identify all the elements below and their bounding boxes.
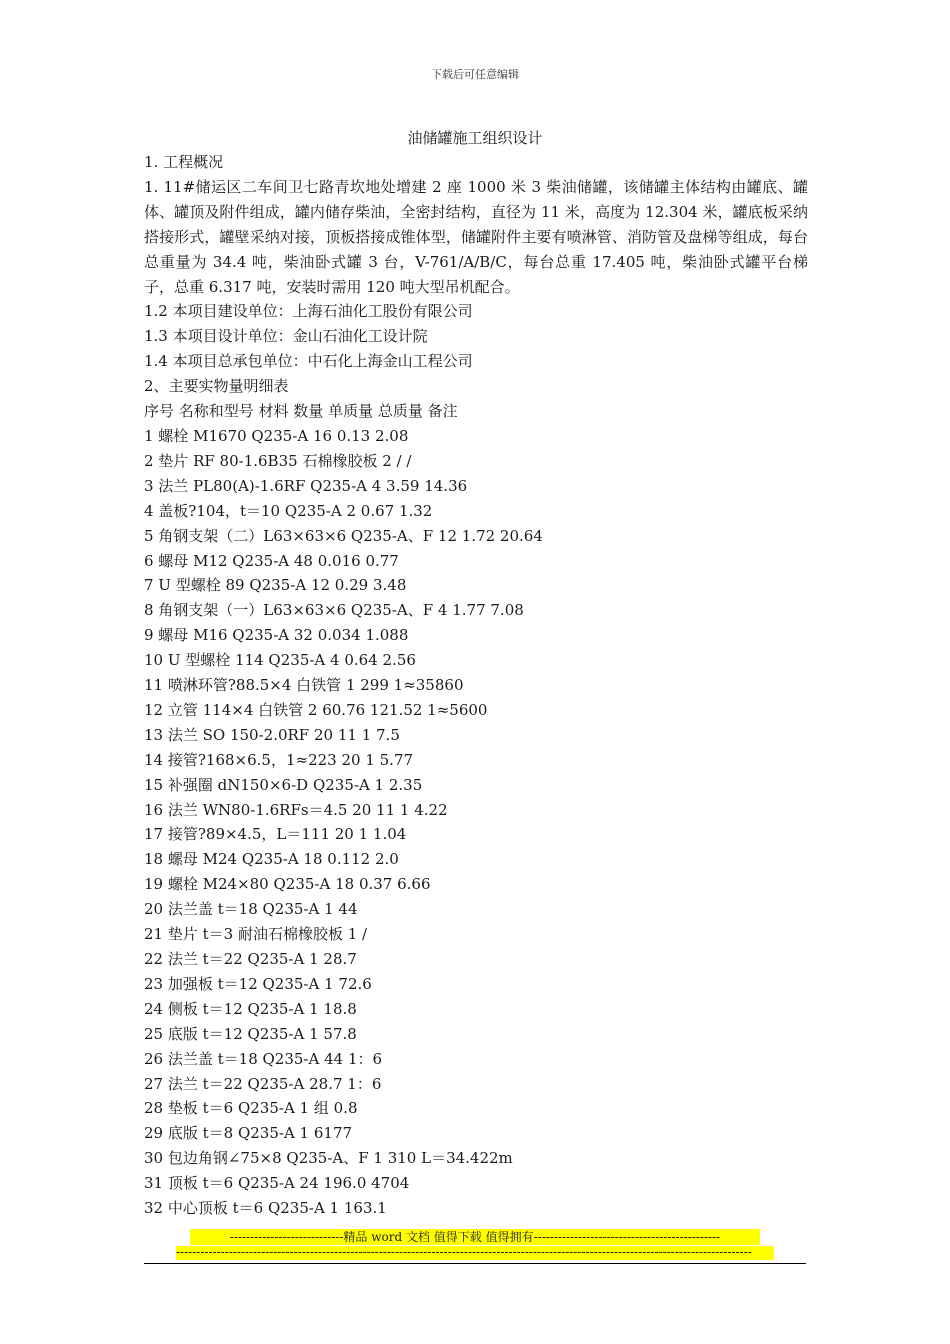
table-row: 32 中心顶板 t＝6 Q235-A 1 163.1 — [144, 1199, 387, 1218]
document-body — [144, 150, 808, 1221]
footer-dash-line: ---------------------------------------------------------------------------------------------------------------------------------------------- — [176, 1246, 774, 1260]
table-row: 7 U 型螺栓 89 Q235-A 12 0.29 3.48 — [144, 576, 407, 595]
table-row: 20 法兰盖 t＝18 Q235-A 1 44 — [144, 900, 358, 919]
table-row: 9 螺母 M16 Q235-A 32 0.034 1.088 — [144, 626, 409, 645]
table-row: 13 法兰 SO 150-2.0RF 20 11 1 7.5 — [144, 725, 400, 744]
section-heading-quantities: 2、主要实物量明细表 — [144, 377, 289, 396]
table-row: 22 法兰 t＝22 Q235-A 1 28.7 — [144, 950, 357, 968]
table-row: 27 法兰 t＝22 Q235-A 28.7 1：6 — [144, 1074, 382, 1093]
document-title: 油储罐施工组织设计 — [407, 129, 543, 147]
table-row: 29 底版 t＝8 Q235-A 1 6177 — [144, 1124, 353, 1143]
table-row: 19 螺栓 M24×80 Q235-A 18 0.37 6.66 — [144, 875, 431, 894]
table-row: 26 法兰盖 t＝18 Q235-A 44 1：6 — [144, 1049, 383, 1068]
table-row: 25 底版 t＝12 Q235-A 1 57.8 — [144, 1024, 357, 1043]
contractor-line: 1.4 本项目总承包单位：中石化上海金山工程公司 — [144, 352, 473, 371]
design-unit-line: 1.3 本项目设计单位：金山石油化工设计院 — [144, 327, 428, 346]
table-row: 14 接管?168×6.5，1≈223 20 1 5.77 — [144, 750, 414, 769]
table-row: 8 角钢支架（一）L63×63×6 Q235-A、F 4 1.77 7.08 — [144, 601, 524, 620]
table-row: 11 喷淋环管?88.5×4 白铁管 1 299 1≈35860 — [144, 676, 464, 695]
table-row: 6 螺母 M12 Q235-A 48 0.016 0.77 — [144, 551, 399, 570]
table-header-row: 序号 名称和型号 材料 数量 单质量 总质量 备注 — [144, 402, 458, 421]
table-row: 10 U 型螺栓 114 Q235-A 4 0.64 2.56 — [144, 651, 416, 670]
table-row: 4 盖板?104，t＝10 Q235-A 2 0.67 1.32 — [144, 501, 433, 520]
table-row: 23 加强板 t＝12 Q235-A 1 72.6 — [144, 974, 372, 993]
table-row: 18 螺母 M24 Q235-A 18 0.112 2.0 — [144, 850, 399, 869]
table-row: 2 垫片 RF 80-1.6B35 石棉橡胶板 2 / / — [144, 451, 412, 470]
project-description-paragraph: 1. 11#储运区二车间卫七路青坎地处增建 2 座 1000 米 3 柴油储罐，该储罐主体结构由罐底、罐体、罐顶及附件组成，罐内储存柴油，全密封结构，直径为 11 米，高度为 12.304 米，罐底板采纳搭接形式，罐壁采纳对接，顶板搭接成锥体型，储罐附件主要有喷淋管、消防管及盘梯等组成，每台总重量为 34.4 吨，柴油卧式罐 3 台，V-761/A/B/C，每台总重 17.405 吨，柴油卧式罐平台梯子，总重 6.317 吨，安装时需用 120 吨大型吊机配合。 — [144, 177, 808, 296]
table-row: 3 法兰 PL80(A)-1.6RF Q235-A 4 3.59 14.36 — [144, 476, 468, 495]
table-row: 17 接管?89×4.5，L＝111 20 1 1.04 — [144, 825, 407, 844]
table-row: 28 垫板 t＝6 Q235-A 1 组 0.8 — [144, 1099, 358, 1118]
header-note: 下载后可任意编辑 — [431, 68, 519, 81]
table-row: 16 法兰 WN80-1.6RFs＝4.5 20 11 1 4.22 — [144, 800, 448, 819]
table-row: 15 补强圈 dN150×6-D Q235-A 1 2.35 — [144, 775, 423, 794]
footer-banner: ----------------------------精品 word 文档 值得下载 值得拥有---------------------------------------------- — [190, 1229, 760, 1245]
table-row: 1 螺栓 M1670 Q235-A 16 0.13 2.08 — [144, 426, 409, 445]
section-heading-overview: 1. 工程概况 — [144, 153, 224, 171]
table-row: 21 垫片 t＝3 耐油石棉橡胶板 1 / — [144, 925, 368, 944]
construction-unit-line: 1.2 本项目建设单位：上海石油化工股份有限公司 — [144, 302, 473, 321]
table-row: 12 立管 114×4 白铁管 2 60.76 121.52 1≈5600 — [144, 700, 488, 719]
table-row: 5 角钢支架（二）L63×63×6 Q235-A、F 12 1.72 20.64 — [144, 526, 543, 545]
table-row: 30 包边角钢∠75×8 Q235-A、F 1 310 L＝34.422m — [144, 1149, 513, 1168]
table-row: 24 侧板 t＝12 Q235-A 1 18.8 — [144, 999, 357, 1018]
table-row: 31 顶板 t＝6 Q235-A 24 196.0 4704 — [144, 1174, 410, 1193]
footer-divider — [144, 1263, 806, 1264]
